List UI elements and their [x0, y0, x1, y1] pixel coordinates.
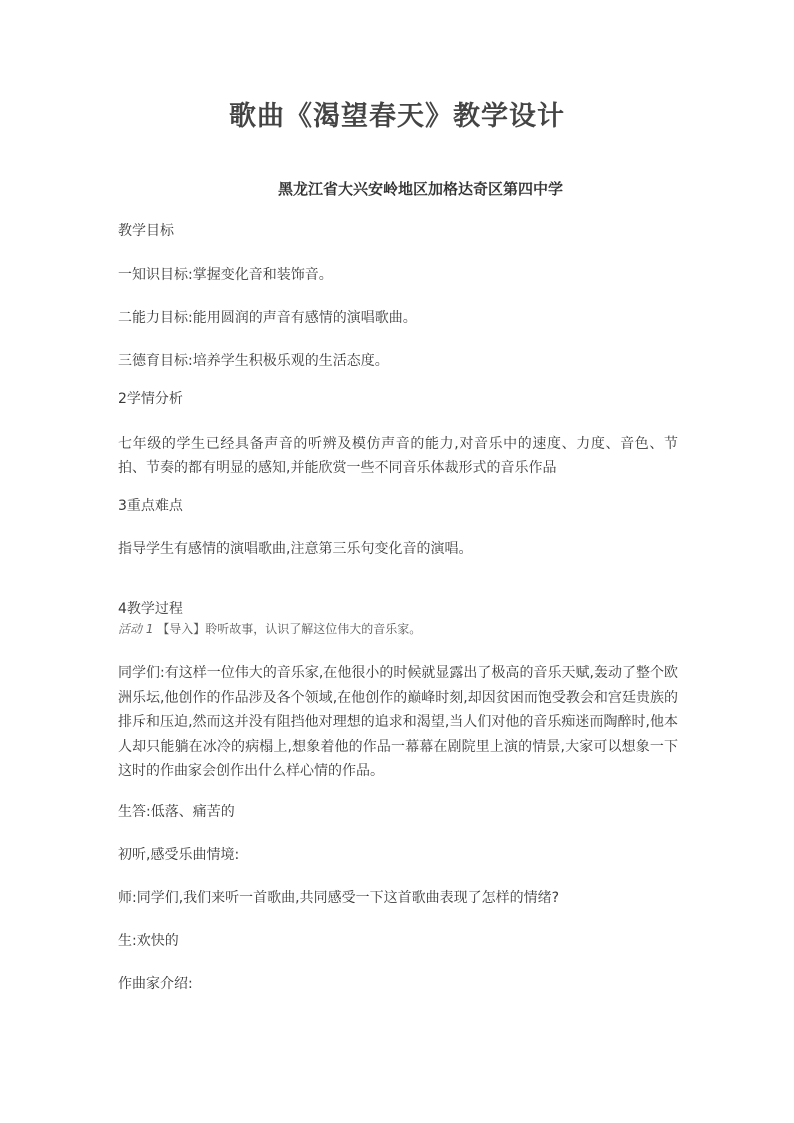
- goal-ability: 二能力目标:能用圆润的声音有感情的演唱歌曲。: [118, 310, 417, 326]
- goal-knowledge: 一知识目标:掌握变化音和装饰音。: [118, 267, 333, 283]
- teacher-question: 师:同学们,我们来听一首歌曲,共同感受一下这首歌曲表现了怎样的情绪?: [118, 890, 560, 906]
- section-heading-process: 4教学过程: [118, 601, 183, 617]
- section-heading-analysis: 2学情分析: [118, 391, 183, 407]
- document-title: 歌曲《渴望春天》教学设计: [229, 101, 565, 132]
- composer-intro: 作曲家介绍:: [118, 976, 193, 992]
- section-heading-key-points: 3重点难点: [118, 498, 183, 514]
- student-answer-2: 生:欢快的: [118, 933, 179, 949]
- story-paragraph: 同学们:有这样一位伟大的音乐家,在他很小的时候就显露出了极高的音乐天赋,轰动了整个欧洲乐坛,他创作的作品涉及各个领域,在他创作的巅峰时刻,却因贫困而饱受教会和宫廷贵族的排斥和压迫,然而这并没有阻挡他对理想的追求和渴望,当人们对他的音乐痴迷而陶醉时,他本人却只能躺在冰冷的病榻上,想象着他的作品一幕幕在剧院里上演的情景,大家可以想象一下这时的作曲家会创作出什么样心情的作品。: [118, 665, 678, 779]
- school-name: 黑龙江省大兴安岭地区加格达奇区第四中学: [278, 180, 564, 198]
- key-points-paragraph: 指导学生有感情的演唱歌曲,注意第三乐句变化音的演唱。: [118, 541, 473, 557]
- section-heading-objectives: 教学目标: [118, 223, 174, 239]
- goal-moral: 三德育目标:培养学生积极乐观的生活态度。: [118, 353, 389, 369]
- student-answer-1: 生答:低落、痛苦的: [118, 804, 235, 820]
- analysis-paragraph: 七年级的学生已经具备声音的听辨及模仿声音的能力,对音乐中的速度、力度、音色、节拍、节奏的都有明显的感知,并能欣赏一些不同音乐体裁形式的音乐作品: [118, 436, 678, 476]
- first-listen: 初听,感受乐曲情境:: [118, 847, 240, 863]
- activity-1: [118, 620, 421, 638]
- activity-1-text: 【导入】聆听故事，认识了解这位伟大的音乐家。: [157, 622, 422, 636]
- activity-1-label: 活动 1: [118, 622, 154, 636]
